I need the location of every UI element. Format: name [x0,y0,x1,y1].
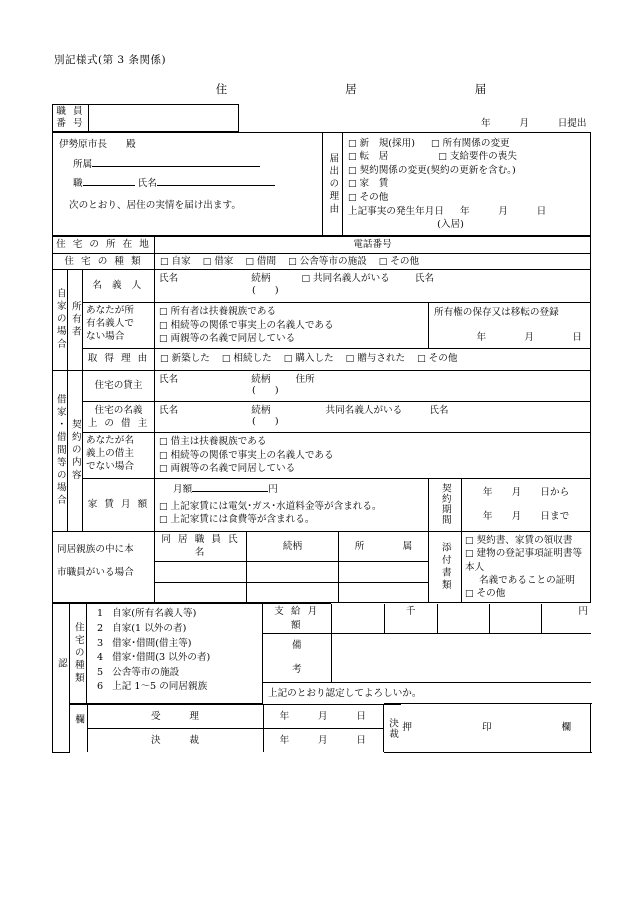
checkbox-icon[interactable]: □ [348,138,357,149]
lessor-address-label: 住所 [295,373,315,385]
reason-new-hire[interactable]: □ 新 規(採用) [348,137,415,149]
occupancy-note: (入居) [437,219,464,231]
borrower-relation-paren[interactable]: ( ) [252,415,279,427]
seal-char-2: 印 [481,722,492,734]
form-title [52,81,590,97]
own-holder-label: 名 義 人 [83,270,155,303]
name-label: 氏名 [137,178,157,190]
period-from[interactable]: 年 月 日から [482,487,570,499]
attach-registry-cont: 名義であることの証明 [479,574,575,586]
acquire-purchased[interactable]: □ 購入した [283,353,334,365]
reason-row-2 [348,150,587,163]
own-notowner-opt-1[interactable]: □ 所有者は扶養親族である [159,306,277,318]
own-registration-block [429,303,591,348]
decision-label: 決 裁 [87,729,263,753]
owner-vertical-label: 所有者 [68,270,83,370]
reason-ownership-change[interactable]: □ 所有関係の変更 [430,137,510,149]
rent-notborrower-opt-2[interactable]: □ 相続等の関係で事実上の名義人である [159,449,334,461]
type-rented-house[interactable]: □ 借家 [202,255,234,267]
certify-type-3[interactable]: 3 借家･借間(借主等) [97,637,192,649]
reason-row-1 [348,137,587,150]
certify-type-1[interactable]: 1 自家(所有名義人等) [97,608,197,620]
own-notowner-label: あなたが所 有名義人で ない場合 [83,303,155,348]
rent-borrower-fields[interactable] [155,401,591,433]
certify-type-6[interactable]: 6 上記 1～5 の同居親族 [97,681,208,693]
checkbox-icon[interactable]: □ [160,256,169,267]
attach-registry[interactable]: □ 建物の登記事項証明書等本人 [465,548,583,573]
checkbox-icon[interactable]: □ [159,501,168,512]
cohabit-header-name: 同 居 職 員 氏 名 [155,531,247,561]
checkbox-icon[interactable]: □ [345,354,355,365]
certify-type-list [87,604,263,704]
receipt-label: 受 理 [87,705,263,729]
own-joint-name-label: 氏名 [414,273,435,285]
rent-borrower-label: 住宅の名義 上 の 借 主 [83,401,155,433]
seal-char-1: 押 [402,722,412,734]
certify-type-5[interactable]: 5 公舎等市の施設 [97,666,180,678]
acquire-other[interactable]: □ その他 [417,353,458,365]
cohabit-row1-name[interactable] [155,562,247,583]
housing-type-label: 住 宅 の 種 類 [53,253,155,269]
checkbox-icon[interactable]: □ [159,307,168,318]
cohabit-row2-name[interactable] [155,582,247,603]
checkbox-icon[interactable]: □ [159,464,168,475]
rent-lessor-fields[interactable] [155,370,591,401]
type-public-facility[interactable]: □ 公舎等市の施設 [288,255,367,267]
borrower-relation-label: 続柄 [251,404,271,416]
checkbox-icon[interactable]: □ [348,165,357,176]
cohabit-header-affiliation: 所 属 [339,531,429,561]
reason-rent[interactable]: □ 家 賃 [348,178,389,190]
certification-table [52,603,591,752]
checkbox-icon[interactable]: □ [202,256,212,267]
reason-loss-eligibility[interactable]: □ 支給要件の喪失 [438,151,517,163]
checkbox-icon[interactable]: □ [438,152,447,163]
acquire-gifted[interactable]: □ 贈与された [345,353,406,365]
affiliation-field[interactable] [73,158,316,171]
certify-vertical-label: 認 [53,604,70,752]
own-name-label: 氏名 [159,273,179,285]
receipt-date[interactable]: 年 月 日 [263,704,384,728]
cohabit-label: 同居親族の中に本 市職員がいる場合 [53,531,155,603]
own-registration-date[interactable]: 年 月 日 [476,332,582,344]
remarks-label-1: 備 [263,633,331,658]
checkbox-icon[interactable]: □ [417,354,426,365]
employee-no-input[interactable] [89,105,239,132]
checkbox-icon[interactable]: □ [160,354,169,365]
checkbox-icon[interactable]: □ [348,179,357,190]
borrower-joint-name-label: 氏名 [429,404,449,416]
statement-text: 次のとおり、居住の実情を届け出ます。 [69,199,241,211]
own-notowner-options [155,303,429,348]
rent-notborrower-options [155,433,591,478]
seal-box[interactable] [384,704,591,753]
payment-thousand-marker: 千 [384,604,437,633]
type-own[interactable]: □ 自家 [160,255,191,267]
payment-label: 支 給 月 額 [263,604,331,633]
checkbox-icon[interactable]: □ [245,256,254,267]
rent-case-vertical-label: 借家・借間等の場合 [53,370,68,531]
certify-type-4[interactable]: 4 借家･借間(3 以外の者) [97,652,211,664]
checkbox-icon[interactable]: □ [301,274,311,285]
own-acquire-options [155,348,591,370]
reason-options [343,132,591,236]
rent-lessor-label: 住宅の貸主 [83,370,155,401]
cohabit-row2-relation[interactable] [247,582,339,603]
own-notowner-opt-3[interactable]: □ 両親等の名義で同居している [159,332,296,344]
own-acquire-label: 取 得 理 由 [83,348,155,370]
certify-box-vertical-label: 欄 [70,705,87,753]
checkbox-icon[interactable]: □ [378,256,388,267]
checkbox-icon[interactable]: □ [348,152,357,163]
rent-include-utilities[interactable]: □ 上記家賃には電気･ガス･水道料金等が含まれる。 [159,500,382,512]
title-char-3: 届 [474,82,487,96]
own-relation-label: 続柄 [251,273,271,285]
affiliation-label: 所属 [73,159,93,171]
checkbox-icon[interactable]: □ [465,535,474,546]
approve-question: 上記のとおり認定してよろしいか。 [263,682,591,704]
monthly-label: 月額 [173,483,193,495]
checkbox-icon[interactable]: □ [159,515,168,526]
checkbox-icon[interactable]: □ [288,256,297,267]
checkbox-icon[interactable]: □ [159,333,168,344]
housing-details-table [52,236,591,603]
rent-notborrower-opt-1[interactable]: □ 借主は扶養親族である [159,436,267,448]
lessor-relation-label: 続柄 [251,373,271,385]
cohabit-header-relation: 続柄 [247,531,339,561]
checkbox-icon[interactable]: □ [465,549,474,560]
rent-notborrower-label: あなたが名 義上の借主 でない場合 [83,433,155,478]
own-case-vertical-label: 自家の場合 [53,270,68,370]
checkbox-icon[interactable]: □ [159,320,168,331]
submit-date-label: 年 月 日提出 [480,118,587,130]
rent-amount-fields [155,478,429,531]
type-other[interactable]: □ その他 [378,255,420,267]
reason-contract-change[interactable]: □ 契約関係の変更(契約の更新を含む。) [348,164,516,176]
own-registration-label: 所有権の保存又は移転の登録 [434,307,559,319]
address-label: 住 宅 の 所 在 地 [53,237,155,253]
event-date-label: 上記事実の発生年月日 [348,206,444,217]
checkbox-icon[interactable]: □ [465,588,474,599]
contract-vertical-label: 契約の内容 [68,370,83,531]
own-notowner-opt-2[interactable]: □ 相続等の関係で事実上の名義人である [159,319,334,331]
lessor-name-label: 氏名 [159,373,179,385]
acquire-inherited[interactable]: □ 相続した [221,353,272,365]
attach-contract[interactable]: □ 契約書、家賃の領収書 [465,534,573,546]
checkbox-icon[interactable]: □ [221,354,231,365]
remarks-label-2: 考 [263,658,331,683]
checkbox-icon[interactable]: □ [348,192,357,203]
addressee-block [53,132,323,236]
attachment-options [462,531,591,603]
own-joint-checkbox[interactable]: □ 共同名義人がいる [301,273,390,285]
decision-vertical-label: 決裁 [384,704,401,752]
certify-type-2[interactable]: 2 自家(1 以外の者) [97,622,187,634]
rent-notborrower-opt-3[interactable]: □ 両親等の名義で同居している [159,463,296,475]
contract-period-vertical-label: 契約期間 [429,478,462,531]
reason-move[interactable]: □ 転 居 [348,151,389,163]
addressee: 伊勢原市長 殿 [59,138,136,150]
post-label: 職 [73,178,83,190]
housing-type-options [155,253,591,269]
reason-vertical-label: 届出の理由 [323,132,343,236]
cohabit-row1-relation[interactable] [247,562,339,583]
addressee-reason-table [52,132,591,237]
borrower-name-label: 氏名 [159,404,179,416]
monthly-rent-field[interactable] [173,483,424,496]
employee-no-label: 職 員 番 号 [53,105,89,132]
type-rented-room[interactable]: □ 借間 [245,255,277,267]
post-name-field[interactable] [73,177,316,190]
yen-label: 円 [268,483,278,495]
title-char-1: 住 [215,82,228,96]
borrower-joint-label: 共同名義人がいる [325,404,403,416]
contract-period-fields[interactable] [462,478,591,531]
event-date-fields[interactable]: 年 月 日 [459,206,547,217]
reason-other[interactable]: □ その他 [348,191,389,203]
decision-date[interactable]: 年 月 日 [263,728,384,752]
period-to[interactable]: 年 月 日まで [482,510,570,522]
attachment-vertical-label: 添付書類 [429,531,462,603]
certify-type-vertical-label: 住宅の種類 [70,604,87,704]
cohabit-row2-affiliation[interactable] [339,582,429,603]
employee-number-table [52,104,591,132]
checkbox-icon[interactable]: □ [430,138,440,149]
acquire-built[interactable]: □ 新築した [160,353,210,365]
title-char-2: 居 [345,82,357,96]
address-phone-cell[interactable]: 電話番号 [155,237,591,253]
rent-include-meals[interactable]: □ 上記家賃には食費等が含まれる。 [159,514,315,526]
lessor-relation-paren[interactable]: ( ) [252,384,279,396]
checkbox-icon[interactable]: □ [159,437,168,448]
event-date-row [348,205,587,218]
checkbox-icon[interactable]: □ [283,354,293,365]
checkbox-icon[interactable]: □ [159,450,168,461]
rent-amount-label: 家 賃 月 額 [83,478,155,531]
own-relation-paren[interactable]: ( ) [252,284,279,296]
own-holder-fields[interactable] [155,270,591,303]
attach-other[interactable]: □ その他 [465,587,506,599]
seal-char-3: 欄 [561,722,572,734]
cohabit-row1-affiliation[interactable] [339,562,429,583]
form-code: 別記様式(第 3 条関係) [54,54,167,66]
payment-yen-marker: 円 [541,604,591,633]
